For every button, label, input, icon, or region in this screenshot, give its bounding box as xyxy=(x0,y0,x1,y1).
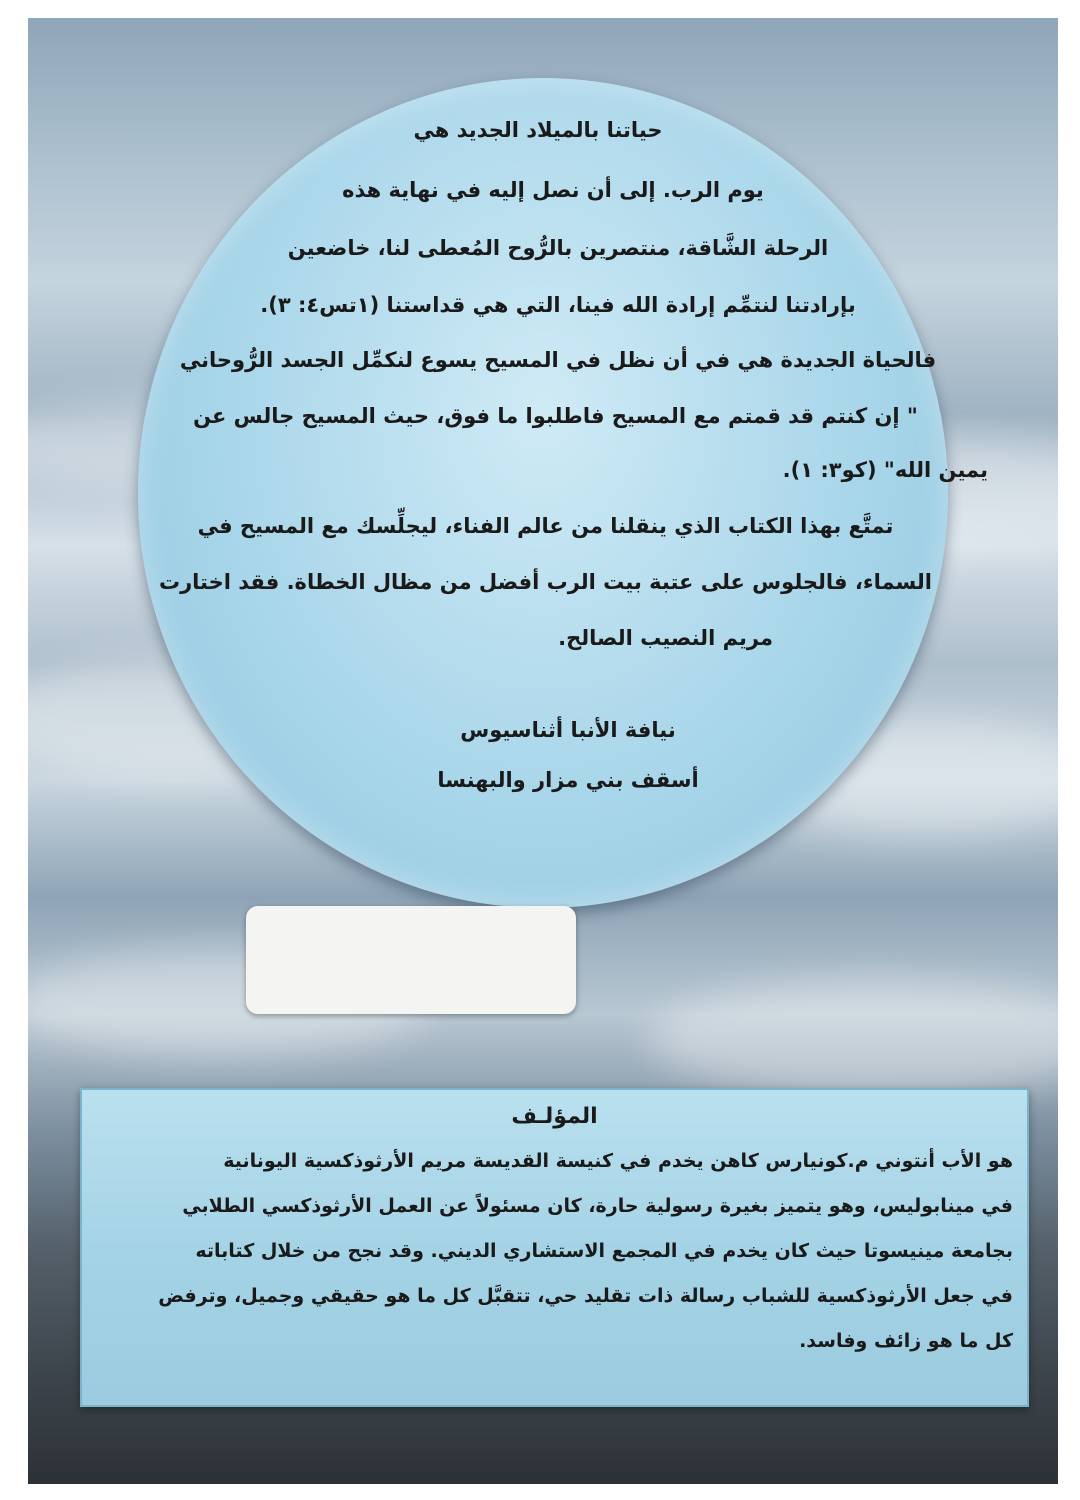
intro-line: يمين الله" (كو٣: ١). xyxy=(782,458,988,482)
intro-line: يوم الرب. إلى أن نصل إليه في نهاية هذه xyxy=(342,178,764,202)
author-line: كل ما هو زائف وفاسد. xyxy=(799,1330,1013,1352)
author-heading: المؤلـف xyxy=(511,1104,598,1129)
author-line: في جعل الأرثوذكسية للشباب رسالة ذات تقليد حي، تتقبَّل كل ما هو حقيقي وجميل، وترفض xyxy=(158,1285,1013,1307)
signature-name: نيافة الأنبا أثناسيوس xyxy=(460,718,676,742)
intro-line: مريم النصيب الصالح. xyxy=(558,626,773,650)
author-line: في مينابوليس، وهو يتميز بغيرة رسولية حارة، كان مسئولاً عن العمل الأرثوذكسي الطلابي xyxy=(182,1195,1013,1217)
author-line: هو الأب أنتوني م.كونيارس كاهن يخدم في كنيسة القديسة مريم الأرثوذكسية اليونانية xyxy=(223,1150,1013,1172)
intro-line: فالحياة الجديدة هي في أن نظل في المسيح يسوع لنكمِّل الجسد الرُّوحاني xyxy=(179,348,937,372)
author-box xyxy=(80,1088,1029,1407)
author-line: بجامعة مينيسوتا حيث كان يخدم في المجمع الاستشاري الديني. وقد نجح من خلال كتاباته xyxy=(195,1240,1013,1262)
signature-title: أسقف بني مزار والبهنسا xyxy=(437,768,699,792)
intro-line: السماء، فالجلوس على عتبة بيت الرب أفضل من مظال الخطاة. فقد اختارت xyxy=(158,570,932,594)
intro-line: " إن كنتم قد قمتم مع المسيح فاطلبوا ما فوق، حيث المسيح جالس عن xyxy=(193,404,918,428)
price-sticker xyxy=(246,906,576,1014)
intro-line: تمتَّع بهذا الكتاب الذي ينقلنا من عالم الفناء، ليجلِّسك مع المسيح في xyxy=(197,514,894,538)
intro-line: بإرادتنا لنتمِّم إرادة الله فينا، التي هي قداستنا (١تس٤: ٣). xyxy=(260,293,856,317)
back-cover xyxy=(28,18,1058,1484)
intro-line: حياتنا بالميلاد الجديد هي xyxy=(413,118,663,142)
cloud xyxy=(648,978,1058,1098)
intro-line: الرحلة الشَّاقة، منتصرين بالرُّوح المُعطى لنا، خاضعين xyxy=(287,236,829,260)
